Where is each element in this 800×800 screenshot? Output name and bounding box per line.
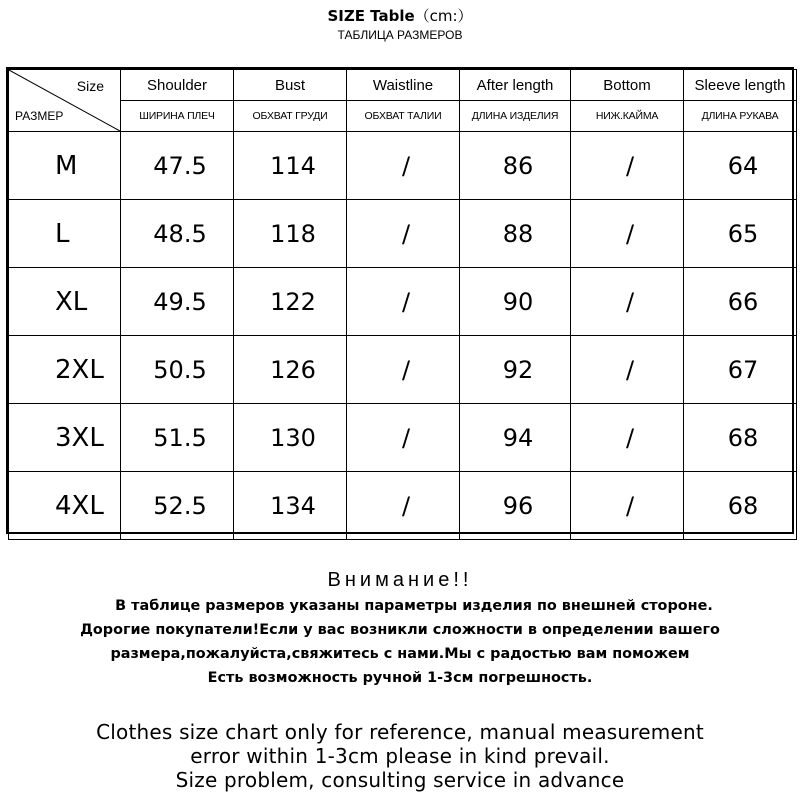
header-row-en (9, 70, 797, 101)
title-text: SIZE Table (327, 7, 415, 25)
column-header-ru: ДЛИНА РУКАВА (684, 101, 797, 132)
value-cell: / (571, 336, 684, 404)
column-header: After length (460, 70, 571, 101)
value-cell: / (347, 132, 460, 200)
value-cell: 94 (460, 404, 571, 472)
notice-line: Есть возможность ручной 1-3см погрешность. (207, 670, 593, 686)
column-header: Waistline (347, 70, 460, 101)
corner-cell (9, 70, 121, 132)
english-note-line: Size problem, consulting service in advance (175, 768, 625, 792)
value-cell: / (571, 472, 684, 540)
english-note-line: Clothes size chart only for reference, manual measurement (96, 720, 704, 744)
value-cell: 122 (234, 268, 347, 336)
title-unit: （cm:） (414, 7, 473, 25)
corner-size-label: Size (76, 78, 104, 94)
column-header-ru: ШИРИНА ПЛЕЧ (121, 101, 234, 132)
english-note (0, 720, 800, 792)
value-cell: / (571, 404, 684, 472)
column-header: Shoulder (121, 70, 234, 101)
value-cell: 126 (234, 336, 347, 404)
column-header: Bottom (571, 70, 684, 101)
value-cell: 65 (684, 200, 797, 268)
value-cell: 134 (234, 472, 347, 540)
size-cell: L (9, 200, 121, 268)
value-cell: 114 (234, 132, 347, 200)
value-cell: / (347, 404, 460, 472)
value-cell: 130 (234, 404, 347, 472)
column-header-ru: ДЛИНА ИЗДЕЛИЯ (460, 101, 571, 132)
value-cell: 67 (684, 336, 797, 404)
value-cell: 92 (460, 336, 571, 404)
page-subtitle: ТАБЛИЦА РАЗМЕРОВ (337, 28, 463, 42)
value-cell: 64 (684, 132, 797, 200)
value-cell: / (347, 472, 460, 540)
size-cell: 2XL (9, 336, 121, 404)
table-row (9, 132, 797, 200)
table-row (9, 268, 797, 336)
size-table-heading (0, 6, 800, 44)
size-cell: 3XL (9, 404, 121, 472)
value-cell: 48.5 (121, 200, 234, 268)
value-cell: / (571, 200, 684, 268)
value-cell: 49.5 (121, 268, 234, 336)
english-note-line: error within 1-3cm please in kind prevail. (190, 744, 610, 768)
value-cell: 86 (460, 132, 571, 200)
value-cell: 118 (234, 200, 347, 268)
value-cell: 66 (684, 268, 797, 336)
notice-line: размера,пожалуйста,свяжитесь с нами.Мы с радостью вам поможем (110, 646, 690, 662)
size-table-frame (6, 67, 794, 534)
notice-line: Дорогие покупатели!Если у вас возникли сложности в определении вашего (80, 622, 720, 638)
corner-size-label-ru: РАЗМЕР (15, 109, 64, 123)
value-cell: 88 (460, 200, 571, 268)
column-header: Sleeve length (684, 70, 797, 101)
column-header-ru: ОБХВАТ ГРУДИ (234, 101, 347, 132)
value-cell: 50.5 (121, 336, 234, 404)
size-cell: XL (9, 268, 121, 336)
table-row (9, 404, 797, 472)
value-cell: 47.5 (121, 132, 234, 200)
column-header-ru: ОБХВАТ ТАЛИИ (347, 101, 460, 132)
notice-title: Внимание!! (327, 569, 473, 591)
value-cell: / (347, 200, 460, 268)
value-cell: / (571, 268, 684, 336)
value-cell: 96 (460, 472, 571, 540)
size-cell: M (9, 132, 121, 200)
value-cell: / (347, 268, 460, 336)
notice-line: В таблице размеров указаны параметры изделия по внешней стороне. (115, 598, 713, 614)
value-cell: 68 (684, 472, 797, 540)
value-cell: / (571, 132, 684, 200)
value-cell: 68 (684, 404, 797, 472)
value-cell: / (347, 336, 460, 404)
notice-section (0, 566, 800, 690)
table-row (9, 472, 797, 540)
header-row-ru (9, 101, 797, 132)
table-row (9, 200, 797, 268)
size-table (8, 69, 797, 540)
table-row (9, 336, 797, 404)
page-title (0, 6, 800, 26)
value-cell: 52.5 (121, 472, 234, 540)
column-header: Bust (234, 70, 347, 101)
value-cell: 90 (460, 268, 571, 336)
size-cell: 4XL (9, 472, 121, 540)
column-header-ru: НИЖ.КАЙМА (571, 101, 684, 132)
value-cell: 51.5 (121, 404, 234, 472)
